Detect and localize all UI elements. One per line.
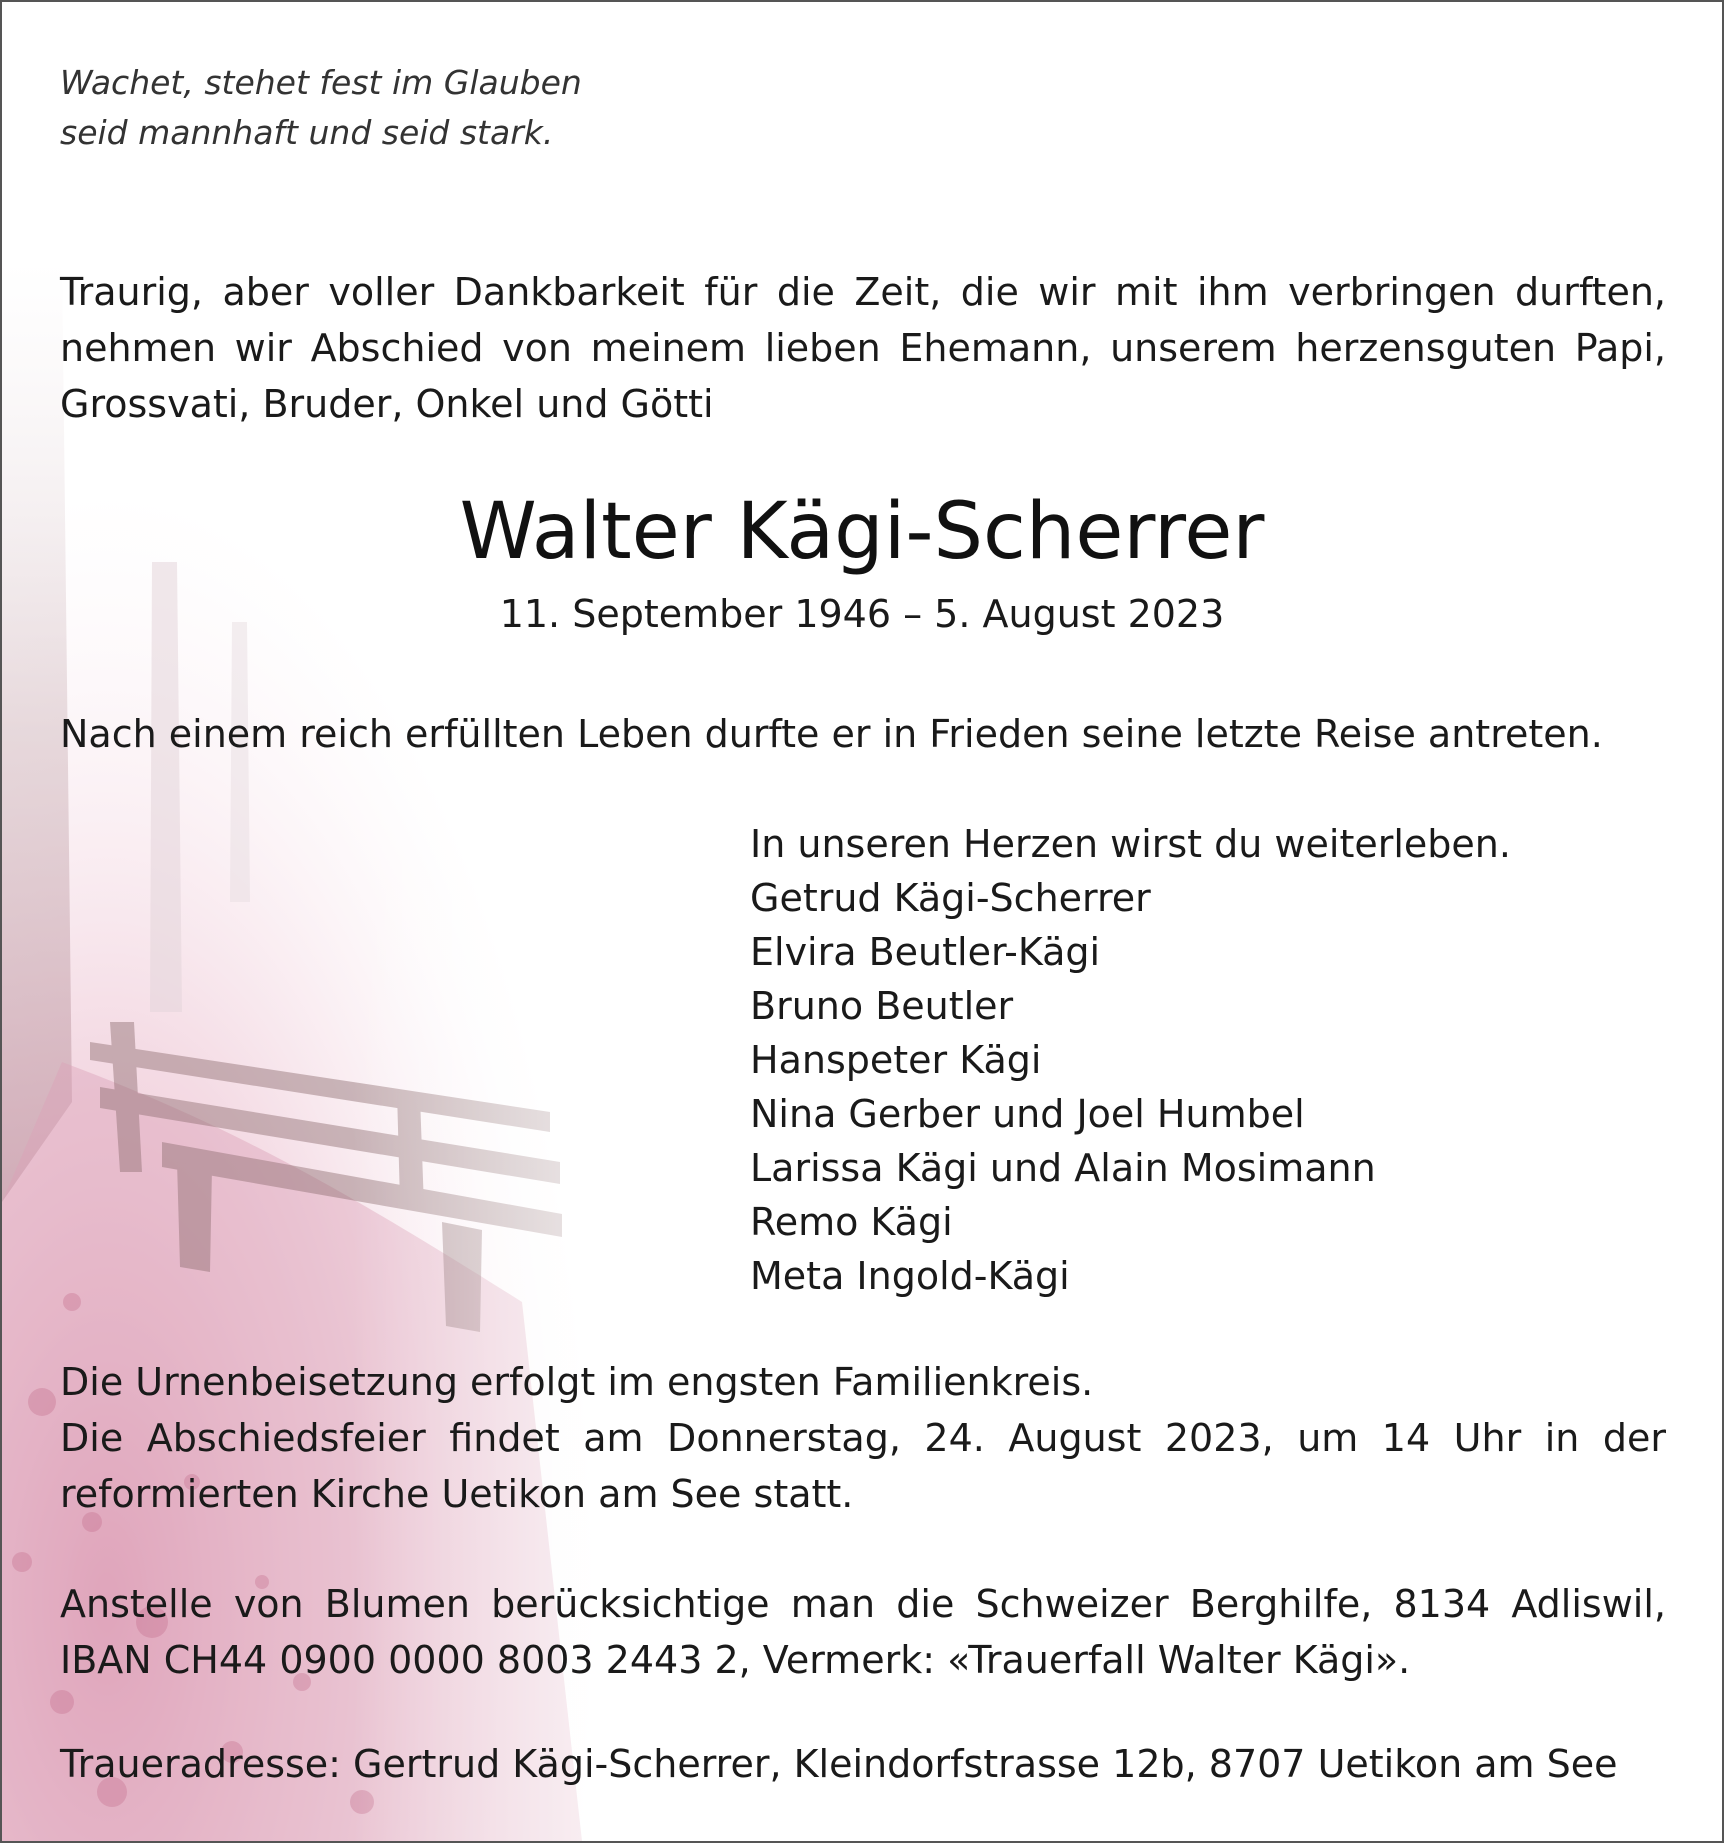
family-member: Elvira Beutler-Kägi: [750, 930, 1101, 974]
burial-line: Die Urnenbeisetzung erfolgt im engsten Familienkreis.: [60, 1360, 1094, 1404]
donation-info: Anstelle von Blumen berücksichtige man die Schweizer Berghilfe, 8134 Adliswil, IBAN CH44 0900 0000 8003 2443 2, Vermerk: «Trauerfall Walter Kägi».: [60, 1582, 1666, 1682]
family-member: Getrud Kägi-Scherrer: [750, 876, 1151, 920]
family-member: Meta Ingold-Kägi: [750, 1254, 1070, 1298]
family-member: Remo Kägi: [750, 1200, 953, 1244]
journey-sentence: Nach einem reich erfüllten Leben durfte er in Frieden seine letzte Reise antreten.: [60, 712, 1603, 756]
deceased-name: Walter Kägi-Scherrer: [459, 487, 1265, 577]
mourning-address: Traueradresse: Gertrud Kägi-Scherrer, Kleindorfstrasse 12b, 8707 Uetikon am See: [60, 1742, 1618, 1786]
family-member: Larissa Kägi und Alain Mosimann: [750, 1146, 1376, 1190]
family-list: [750, 817, 1511, 1303]
motto-line: Wachet, stehet fest im Glauben: [60, 63, 582, 102]
motto-line: seid mannhaft und seid stark.: [60, 113, 554, 152]
ceremony-line: Die Abschiedsfeier findet am Donnerstag, 24. August 2023, um 14 Uhr in der reformierten Kirche Uetikon am See statt.: [60, 1416, 1666, 1516]
family-heading: In unseren Herzen wirst du weiterleben.: [750, 822, 1511, 866]
family-member: Nina Gerber und Joel Humbel: [750, 1092, 1305, 1136]
motto-verse: [60, 58, 582, 158]
intro-paragraph: Traurig, aber voller Dankbarkeit für die Zeit, die wir mit ihm verbringen durften, nehmen wir Abschied von meinem lieben Ehemann, unserem herzensguten Papi, Grossvati, Bruder, Onkel und Götti: [60, 270, 1666, 426]
family-member: Hanspeter Kägi: [750, 1038, 1042, 1082]
family-member: Bruno Beutler: [750, 984, 1014, 1028]
life-dates: 11. September 1946 – 5. August 2023: [499, 592, 1225, 636]
burial-info: [60, 1354, 1666, 1522]
